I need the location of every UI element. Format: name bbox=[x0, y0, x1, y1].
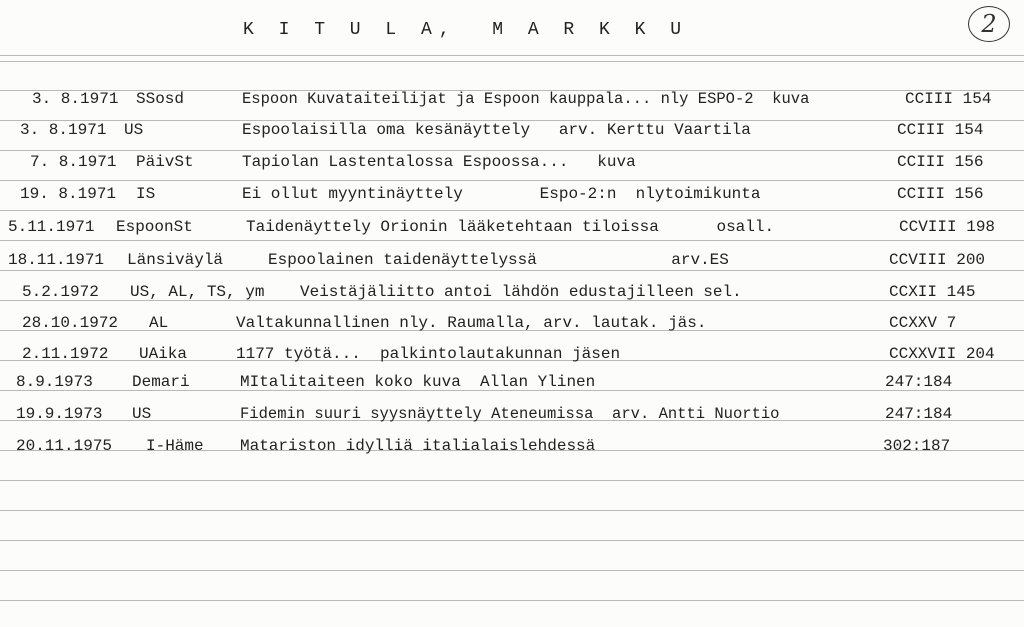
entry-source: IS bbox=[136, 185, 156, 203]
entry-ref: 247:184 bbox=[885, 373, 953, 391]
ruled-line bbox=[0, 61, 1024, 62]
entry-ref: 247:184 bbox=[885, 405, 953, 423]
entry-date: 3. 8.1971 bbox=[20, 121, 107, 139]
entry-ref: CCXXV 7 bbox=[889, 314, 957, 332]
ruled-line bbox=[0, 150, 1024, 151]
entry-source: EspoonSt bbox=[116, 218, 193, 236]
entry-text: 1177 työtä... palkintolautakunnan jäsen bbox=[236, 345, 621, 363]
entry-text: MItalitaiteen koko kuva Allan Ylinen bbox=[240, 373, 596, 391]
entry-date: 3. 8.1971 bbox=[32, 90, 119, 108]
card-entry bbox=[0, 89, 1024, 119]
ruled-line bbox=[0, 570, 1024, 571]
entry-source: I-Häme bbox=[146, 437, 204, 455]
entry-text: Valtakunnallinen nly. Raumalla, arv. lautak. jäs. bbox=[236, 314, 707, 332]
entry-text: Ei ollut myyntinäyttely Espo-2:n nlytoimikunta bbox=[242, 185, 761, 203]
entry-ref: CCIII 154 bbox=[905, 90, 992, 108]
entry-ref: CCXII 145 bbox=[889, 283, 976, 301]
card-entry bbox=[0, 184, 1024, 214]
entry-date: 20.11.1975 bbox=[16, 437, 113, 455]
entry-text: Espoon Kuvataiteilijat ja Espoon kauppala... nly ESPO-2 kuva bbox=[242, 90, 810, 108]
card-entry bbox=[0, 217, 1024, 247]
entry-text: Fidemin suuri syysnäyttely Ateneumissa arv. Antti Nuortio bbox=[240, 405, 780, 423]
entry-source: US bbox=[132, 405, 152, 423]
entry-date: 5.2.1972 bbox=[22, 283, 99, 301]
entry-date: 8.9.1973 bbox=[16, 373, 93, 391]
ruled-line bbox=[0, 510, 1024, 511]
entry-ref: CCXXVII 204 bbox=[889, 345, 995, 363]
card-entry bbox=[0, 120, 1024, 150]
entry-source: SSosd bbox=[136, 90, 185, 108]
entry-source: PäivSt bbox=[136, 153, 194, 171]
entry-ref: CCVIII 200 bbox=[889, 251, 986, 269]
entry-text: Matariston idylliä italialaislehdessä bbox=[240, 437, 596, 455]
entry-ref: CCVIII 198 bbox=[899, 218, 996, 236]
card-entry bbox=[0, 313, 1024, 343]
card-entry bbox=[0, 436, 1024, 466]
entry-date: 28.10.1972 bbox=[22, 314, 119, 332]
entry-text: Espoolainen taidenäyttelyssä arv.ES bbox=[268, 251, 729, 269]
card-entry bbox=[0, 372, 1024, 402]
card-entry bbox=[0, 282, 1024, 312]
ruled-line bbox=[0, 540, 1024, 541]
card-title: K I T U L A, M A R K K U bbox=[243, 20, 689, 40]
entry-text: Taidenäyttely Orionin lääketehtaan tiloissa osall. bbox=[246, 218, 775, 236]
entry-ref: CCIII 154 bbox=[897, 121, 984, 139]
entry-text: Tapiolan Lastentalossa Espoossa... kuva bbox=[242, 153, 636, 171]
card-entry bbox=[0, 344, 1024, 374]
entry-ref: CCIII 156 bbox=[897, 153, 984, 171]
card-entry bbox=[0, 250, 1024, 280]
entry-date: 19.9.1973 bbox=[16, 405, 103, 423]
entry-source: UAika bbox=[139, 345, 188, 363]
ruled-line bbox=[0, 600, 1024, 601]
entry-ref: CCIII 156 bbox=[897, 185, 984, 203]
ruled-line bbox=[0, 55, 1024, 56]
entry-text: Espoolaisilla oma kesänäyttely arv. Kerttu Vaartila bbox=[242, 121, 751, 139]
entry-ref: 302:187 bbox=[883, 437, 951, 455]
entry-date: 19. 8.1971 bbox=[20, 185, 117, 203]
entry-source: Demari bbox=[132, 373, 190, 391]
entry-date: 5.11.1971 bbox=[8, 218, 95, 236]
entry-source: Länsiväylä bbox=[127, 251, 224, 269]
entry-date: 18.11.1971 bbox=[8, 251, 105, 269]
entry-text: Veistäjäliitto antoi lähdön edustajilleen sel. bbox=[300, 283, 742, 301]
entry-date: 2.11.1972 bbox=[22, 345, 109, 363]
entry-date: 7. 8.1971 bbox=[30, 153, 117, 171]
entry-source: AL bbox=[149, 314, 169, 332]
page-number-circle: 2 bbox=[968, 6, 1010, 42]
entry-source: US, AL, TS, ym bbox=[130, 283, 265, 301]
card-entry bbox=[0, 404, 1024, 434]
entry-source: US bbox=[124, 121, 144, 139]
ruled-line bbox=[0, 480, 1024, 481]
card-entry bbox=[0, 152, 1024, 182]
